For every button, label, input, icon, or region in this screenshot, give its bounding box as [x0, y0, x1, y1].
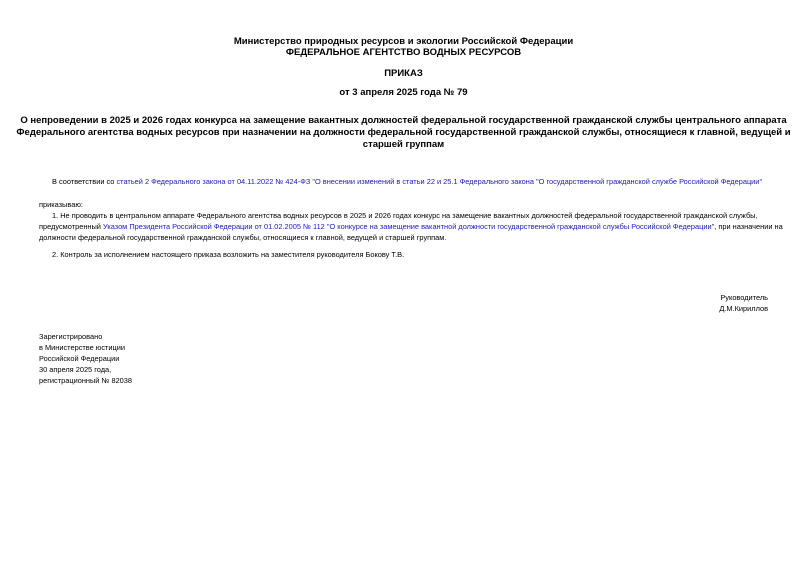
document-title-line-2: Федерального агентства водных ресурсов при назначении на должности федеральной государственной гражданской службы, относящиеся к главной, ведущей и [16, 127, 791, 138]
signature-name: Д.М.Кириллов [719, 304, 768, 313]
document-title-line-3: старшей группам [362, 139, 445, 150]
item-1-line-2 [39, 221, 783, 232]
agency-name: ФЕДЕРАЛЬНОЕ АГЕНТСТВО ВОДНЫХ РЕСУРСОВ [285, 47, 522, 58]
signature-position: Руководитель [720, 293, 768, 302]
decree-link[interactable]: Указом Президента Российской Федерации от 01.02.2005 № 112 "О конкурсе на замещение вакантной должности государственной гражданской службы Российской Федерации" [102, 222, 715, 231]
registration-line-3: Российской Федерации [39, 354, 120, 363]
registration-line-5: регистрационный № 82038 [39, 376, 133, 385]
law-link[interactable]: статьей 2 Федерального закона от 04.11.2022 № 424-ФЗ "О внесении изменений в статьи 22 и 25.1 Федерального закона "О государственной гражданской службе Российской Федерации" [116, 177, 763, 186]
document-date-number: от 3 апреля 2025 года № 79 [339, 87, 468, 98]
item-1 [39, 210, 783, 243]
item-1-line-2-prefix: предусмотренный [39, 222, 103, 231]
registration-block [39, 331, 239, 386]
item-1-line-3: должности федеральной государственной гражданской службы, относящиеся к главной, ведущей и старшей группам. [39, 233, 447, 242]
item-1-line-2-suffix: , при назначении на [714, 222, 783, 231]
registration-line-4: 30 апреля 2025 года, [39, 365, 112, 374]
item-1-line-1: 1. Не проводить в центральном аппарате Федерального агентства водных ресурсов в 2025 и 2026 годах конкурс на замещение вакантных должностей федеральной государственной гражданской службы, [52, 211, 758, 220]
registration-line-1: Зарегистрировано [39, 332, 103, 341]
preamble [52, 176, 772, 187]
ministry-name: Министерство природных ресурсов и экологии Российской Федерации [233, 36, 574, 47]
document-title-line-1: О непроведении в 2025 и 2026 годах конкурса на замещение вакантных должностей федеральной государственной гражданской службы центрального аппарата [20, 115, 787, 126]
document-type: ПРИКАЗ [384, 68, 423, 79]
item-2: 2. Контроль за исполнением настоящего приказа возложить на заместителя руководителя Бокову Т.В. [52, 250, 405, 259]
signature-block [568, 292, 768, 314]
registration-line-2: в Министерстве юстиции [39, 343, 126, 352]
preamble-prefix: В соответствии со [52, 177, 117, 186]
order-word: приказываю: [39, 200, 83, 209]
